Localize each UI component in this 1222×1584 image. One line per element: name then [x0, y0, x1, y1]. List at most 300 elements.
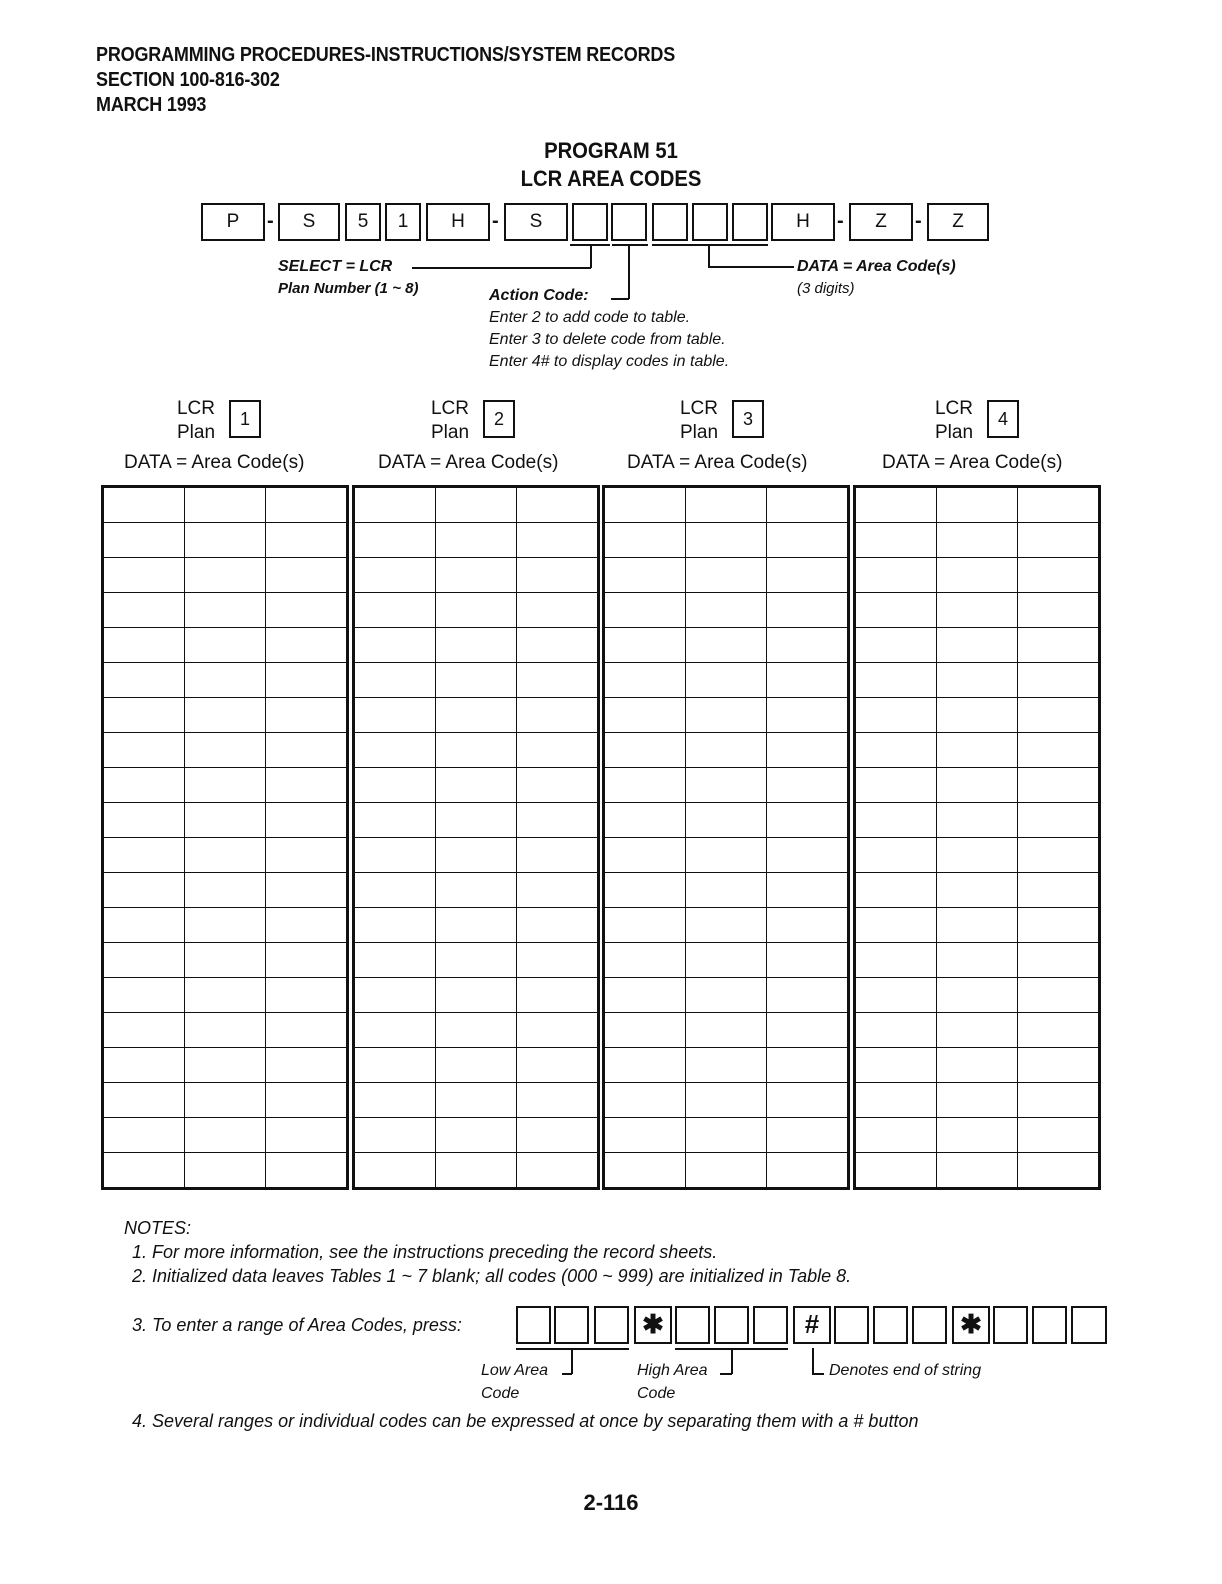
area-code-cell: [686, 523, 767, 558]
bracket-line: [612, 244, 648, 246]
digit-box: [912, 1306, 947, 1344]
area-code-cell: [1018, 487, 1100, 523]
grid-row: [604, 873, 849, 908]
grid-row: [855, 803, 1100, 838]
area-code-cell: [103, 768, 185, 803]
area-code-cell: [604, 698, 686, 733]
area-code-cell: [266, 1153, 348, 1189]
low-digit-box: [554, 1306, 589, 1344]
area-code-cell: [937, 908, 1018, 943]
star-key-box: ✱: [634, 1306, 672, 1344]
area-code-cell: [185, 1153, 266, 1189]
area-code-cell: [354, 873, 436, 908]
grid-row: [855, 768, 1100, 803]
seq-box-h2: H: [771, 203, 835, 241]
bracket-line: [590, 244, 592, 268]
leader-line: [720, 1373, 732, 1375]
area-code-cell: [517, 523, 599, 558]
digit-box: [873, 1306, 908, 1344]
area-code-cell: [1018, 1013, 1100, 1048]
area-code-cell: [436, 838, 517, 873]
hash-key-box: #: [793, 1306, 831, 1344]
star-key-box: ✱: [952, 1306, 990, 1344]
area-code-cell: [436, 1118, 517, 1153]
seq-box-h: H: [426, 203, 490, 241]
grid-row: [354, 698, 599, 733]
action-add: Enter 2 to add code to table.: [489, 309, 691, 326]
grid-row: [103, 1048, 348, 1083]
area-code-cell: [354, 1083, 436, 1118]
low-digit-box: [594, 1306, 629, 1344]
area-code-cell: [686, 803, 767, 838]
action-delete: Enter 3 to delete code from table.: [489, 331, 726, 348]
plan-3-data-label: DATA = Area Code(s): [627, 452, 808, 473]
grid-row: [354, 768, 599, 803]
area-code-cell: [436, 487, 517, 523]
area-code-cell: [103, 1048, 185, 1083]
area-code-cell: [185, 1083, 266, 1118]
area-code-cell: [855, 1083, 937, 1118]
grid-row: [354, 487, 599, 523]
area-code-cell: [767, 1083, 849, 1118]
area-code-cell: [517, 873, 599, 908]
grid-row: [855, 1048, 1100, 1083]
area-code-cell: [686, 1153, 767, 1189]
area-code-cell: [686, 908, 767, 943]
area-code-cell: [103, 873, 185, 908]
area-code-cell: [354, 838, 436, 873]
area-code-cell: [1018, 768, 1100, 803]
area-code-cell: [354, 487, 436, 523]
seq-box-data-1: [652, 203, 688, 241]
area-code-cell: [1018, 663, 1100, 698]
area-code-cell: [1018, 978, 1100, 1013]
grid-row: [855, 593, 1100, 628]
high-code-label: Code: [637, 1385, 676, 1402]
grid-row: [855, 1013, 1100, 1048]
grid-row: [855, 1153, 1100, 1189]
area-code-cell: [436, 733, 517, 768]
area-code-cell: [604, 1083, 686, 1118]
area-code-cell: [686, 943, 767, 978]
area-code-cell: [937, 558, 1018, 593]
area-code-cell: [855, 523, 937, 558]
area-code-cell: [767, 768, 849, 803]
plan-3-plan: Plan: [679, 422, 719, 443]
area-code-cell: [1018, 873, 1100, 908]
plan-2-area-code-grid: [352, 485, 600, 1190]
plan-1-data-label: DATA = Area Code(s): [124, 452, 305, 473]
area-code-cell: [436, 593, 517, 628]
area-code-cell: [686, 1083, 767, 1118]
area-code-cell: [354, 1013, 436, 1048]
area-code-cell: [266, 698, 348, 733]
grid-row: [354, 733, 599, 768]
area-code-cell: [354, 978, 436, 1013]
area-code-cell: [517, 593, 599, 628]
grid-row: [103, 1013, 348, 1048]
area-code-cell: [436, 523, 517, 558]
area-code-cell: [604, 768, 686, 803]
plan-1-area-code-grid: [101, 485, 349, 1190]
area-code-cell: [266, 803, 348, 838]
grid-row: [354, 628, 599, 663]
area-code-cell: [937, 1118, 1018, 1153]
grid-row: [604, 768, 849, 803]
seq-box-s: S: [278, 203, 340, 241]
notes-heading: NOTES:: [124, 1218, 192, 1238]
seq-dash: -: [492, 210, 499, 232]
area-code-cell: [686, 1013, 767, 1048]
high-digit-box: [714, 1306, 749, 1344]
area-code-cell: [1018, 943, 1100, 978]
area-code-cell: [266, 943, 348, 978]
area-code-cell: [604, 838, 686, 873]
area-code-cell: [354, 943, 436, 978]
area-code-cell: [767, 943, 849, 978]
area-code-cell: [767, 978, 849, 1013]
program-title: PROGRAM 51: [544, 138, 678, 163]
area-code-cell: [354, 698, 436, 733]
grid-row: [103, 523, 348, 558]
grid-row: [604, 1118, 849, 1153]
grid-row: [103, 873, 348, 908]
area-code-cell: [1018, 593, 1100, 628]
area-code-cell: [185, 873, 266, 908]
area-code-cell: [937, 593, 1018, 628]
area-code-cell: [436, 1153, 517, 1189]
doc-header-line1: PROGRAMMING PROCEDURES-INSTRUCTIONS/SYSTEM RECORDS: [96, 44, 676, 66]
area-code-cell: [1018, 698, 1100, 733]
area-code-cell: [937, 978, 1018, 1013]
area-code-cell: [767, 873, 849, 908]
area-code-cell: [103, 558, 185, 593]
area-code-cell: [937, 838, 1018, 873]
area-code-cell: [686, 663, 767, 698]
area-code-cell: [686, 1118, 767, 1153]
grid-row: [103, 908, 348, 943]
grid-row: [855, 558, 1100, 593]
area-code-cell: [266, 523, 348, 558]
area-code-cell: [517, 663, 599, 698]
seq-dash: -: [267, 210, 274, 232]
area-code-cell: [103, 943, 185, 978]
action-code-label: Action Code:: [489, 287, 589, 304]
area-code-cell: [103, 733, 185, 768]
area-code-cell: [937, 1048, 1018, 1083]
area-code-cell: [185, 733, 266, 768]
area-code-cell: [103, 663, 185, 698]
plan-2-lcr: LCR: [430, 398, 469, 419]
seq-box-1: 1: [385, 203, 421, 241]
area-code-cell: [185, 628, 266, 663]
area-code-cell: [103, 698, 185, 733]
area-code-cell: [686, 838, 767, 873]
area-code-cell: [103, 1118, 185, 1153]
area-code-cell: [855, 628, 937, 663]
area-code-cell: [767, 698, 849, 733]
area-code-cell: [436, 1048, 517, 1083]
seq-box-z1: Z: [849, 203, 913, 241]
digits-label: (3 digits): [797, 280, 855, 297]
area-code-cell: [266, 1013, 348, 1048]
area-code-cell: [767, 663, 849, 698]
note-1: 1. For more information, see the instructions preceding the record sheets.: [132, 1242, 718, 1262]
area-code-cell: [1018, 908, 1100, 943]
grid-row: [604, 838, 849, 873]
area-code-cell: [1018, 733, 1100, 768]
area-code-cell: [266, 1118, 348, 1153]
area-code-cell: [855, 1048, 937, 1083]
grid-row: [604, 803, 849, 838]
grid-row: [604, 1013, 849, 1048]
plan-4-number: 4: [987, 400, 1019, 438]
area-code-cell: [266, 558, 348, 593]
grid-row: [354, 838, 599, 873]
area-code-cell: [855, 733, 937, 768]
leader-line: [708, 266, 794, 268]
area-code-cell: [436, 803, 517, 838]
area-code-cell: [185, 487, 266, 523]
grid-row: [354, 593, 599, 628]
area-code-cell: [517, 908, 599, 943]
area-code-cell: [436, 558, 517, 593]
area-code-cell: [937, 698, 1018, 733]
area-code-cell: [517, 558, 599, 593]
area-code-cell: [1018, 803, 1100, 838]
area-code-cell: [686, 978, 767, 1013]
area-code-cell: [604, 1048, 686, 1083]
area-code-cell: [185, 1013, 266, 1048]
area-code-cell: [937, 487, 1018, 523]
bracket-line: [516, 1348, 629, 1350]
doc-header-line3: MARCH 1993: [96, 94, 207, 116]
area-code-cell: [185, 593, 266, 628]
grid-row: [103, 803, 348, 838]
area-code-cell: [1018, 1118, 1100, 1153]
grid-row: [604, 1083, 849, 1118]
low-digit-box: [516, 1306, 551, 1344]
area-code-cell: [855, 908, 937, 943]
area-code-cell: [354, 663, 436, 698]
grid-row: [604, 698, 849, 733]
area-code-cell: [436, 943, 517, 978]
grid-row: [103, 698, 348, 733]
area-code-cell: [937, 1013, 1018, 1048]
grid-row: [354, 523, 599, 558]
area-code-cell: [855, 1153, 937, 1189]
area-code-cell: [686, 487, 767, 523]
area-code-cell: [686, 593, 767, 628]
grid-row: [354, 908, 599, 943]
area-code-cell: [436, 768, 517, 803]
area-code-cell: [436, 908, 517, 943]
area-code-cell: [604, 628, 686, 663]
area-code-cell: [354, 1118, 436, 1153]
area-code-cell: [103, 838, 185, 873]
area-code-cell: [436, 663, 517, 698]
area-code-cell: [103, 1013, 185, 1048]
area-code-cell: [266, 768, 348, 803]
grid-row: [103, 733, 348, 768]
grid-row: [103, 1083, 348, 1118]
grid-row: [103, 628, 348, 663]
area-code-cell: [436, 628, 517, 663]
bracket-line: [812, 1348, 814, 1374]
leader-line: [562, 1373, 572, 1375]
area-code-cell: [767, 1013, 849, 1048]
plan-4-data-label: DATA = Area Code(s): [882, 452, 1063, 473]
grid-row: [103, 838, 348, 873]
area-code-cell: [855, 943, 937, 978]
plan-2-data-label: DATA = Area Code(s): [378, 452, 559, 473]
grid-row: [604, 523, 849, 558]
plan-4-plan: Plan: [934, 422, 974, 443]
area-code-cell: [855, 487, 937, 523]
grid-row: [354, 1153, 599, 1189]
area-code-cell: [855, 768, 937, 803]
area-code-cell: [103, 593, 185, 628]
area-code-cell: [436, 1083, 517, 1118]
area-code-cell: [855, 558, 937, 593]
grid-row: [354, 873, 599, 908]
grid-row: [855, 838, 1100, 873]
area-code-cell: [517, 628, 599, 663]
area-code-cell: [937, 768, 1018, 803]
area-code-cell: [686, 558, 767, 593]
area-code-cell: [855, 1013, 937, 1048]
area-code-cell: [767, 1118, 849, 1153]
area-code-cell: [266, 487, 348, 523]
area-code-cell: [103, 803, 185, 838]
area-code-cell: [517, 1118, 599, 1153]
grid-row: [604, 978, 849, 1013]
grid-row: [103, 943, 348, 978]
area-code-cell: [517, 943, 599, 978]
area-code-cell: [185, 978, 266, 1013]
area-code-cell: [185, 803, 266, 838]
grid-row: [855, 523, 1100, 558]
area-code-cell: [266, 873, 348, 908]
area-code-cell: [266, 978, 348, 1013]
area-code-cell: [354, 733, 436, 768]
area-code-cell: [103, 523, 185, 558]
grid-row: [604, 908, 849, 943]
grid-row: [604, 943, 849, 978]
grid-row: [604, 558, 849, 593]
area-code-cell: [103, 628, 185, 663]
area-code-cell: [354, 628, 436, 663]
area-code-cell: [1018, 628, 1100, 663]
plan-2-number: 2: [483, 400, 515, 438]
area-code-cell: [185, 1048, 266, 1083]
area-code-cell: [517, 698, 599, 733]
area-code-cell: [937, 803, 1018, 838]
high-area-label: High Area: [637, 1362, 708, 1379]
area-code-cell: [1018, 1153, 1100, 1189]
grid-row: [855, 943, 1100, 978]
area-code-cell: [266, 628, 348, 663]
seq-box-s2: S: [504, 203, 568, 241]
area-code-cell: [604, 558, 686, 593]
plan-3-area-code-grid: [602, 485, 850, 1190]
area-code-cell: [185, 523, 266, 558]
grid-row: [855, 628, 1100, 663]
area-code-cell: [604, 733, 686, 768]
area-code-cell: [185, 908, 266, 943]
grid-row: [604, 1048, 849, 1083]
digit-box: [1032, 1306, 1067, 1344]
grid-row: [855, 1118, 1100, 1153]
area-code-cell: [937, 523, 1018, 558]
area-code-cell: [517, 768, 599, 803]
area-code-cell: [767, 523, 849, 558]
area-code-cell: [686, 768, 767, 803]
bracket-line: [652, 244, 768, 246]
low-area-label: Low Area: [481, 1362, 548, 1379]
area-code-cell: [604, 908, 686, 943]
seq-box-data-2: [692, 203, 728, 241]
area-code-cell: [855, 838, 937, 873]
digit-box: [1071, 1306, 1107, 1344]
plan-number-label: Plan Number (1 ~ 8): [278, 280, 419, 297]
area-code-cell: [767, 1153, 849, 1189]
note-4: 4. Several ranges or individual codes can be expressed at once by separating them with a # button: [132, 1411, 919, 1431]
grid-row: [855, 908, 1100, 943]
area-code-cell: [517, 1013, 599, 1048]
bracket-line: [708, 244, 710, 267]
area-code-cell: [767, 628, 849, 663]
area-code-cell: [517, 1153, 599, 1189]
plan-1-plan: Plan: [176, 422, 216, 443]
area-code-cell: [103, 978, 185, 1013]
area-code-cell: [604, 803, 686, 838]
plan-4-area-code-grid: [853, 485, 1101, 1190]
plan-4-lcr: LCR: [934, 398, 973, 419]
seq-box-5: 5: [345, 203, 381, 241]
note-2: 2. Initialized data leaves Tables 1 ~ 7 blank; all codes (000 ~ 999) are initialized in Table 8.: [132, 1266, 852, 1286]
grid-row: [354, 978, 599, 1013]
area-code-cell: [937, 663, 1018, 698]
grid-row: [604, 733, 849, 768]
area-code-cell: [354, 593, 436, 628]
grid-row: [855, 873, 1100, 908]
area-code-cell: [266, 1048, 348, 1083]
area-code-cell: [767, 593, 849, 628]
area-code-cell: [937, 1083, 1018, 1118]
area-code-cell: [1018, 523, 1100, 558]
note-3: 3. To enter a range of Area Codes, press:: [132, 1315, 462, 1335]
grid-row: [103, 768, 348, 803]
doc-header-line2: SECTION 100-816-302: [96, 69, 280, 91]
seq-dash: -: [837, 210, 844, 232]
area-code-cell: [767, 838, 849, 873]
area-code-cell: [855, 1118, 937, 1153]
area-code-cell: [103, 1153, 185, 1189]
area-code-cell: [604, 487, 686, 523]
area-code-cell: [266, 593, 348, 628]
area-code-cell: [1018, 1048, 1100, 1083]
area-code-cell: [185, 943, 266, 978]
seq-box-action: [611, 203, 647, 241]
seq-box-data-3: [732, 203, 768, 241]
grid-row: [855, 1083, 1100, 1118]
area-code-cell: [604, 663, 686, 698]
grid-row: [103, 1153, 348, 1189]
bracket-line: [628, 244, 630, 299]
area-code-cell: [1018, 838, 1100, 873]
leader-line: [812, 1373, 824, 1375]
